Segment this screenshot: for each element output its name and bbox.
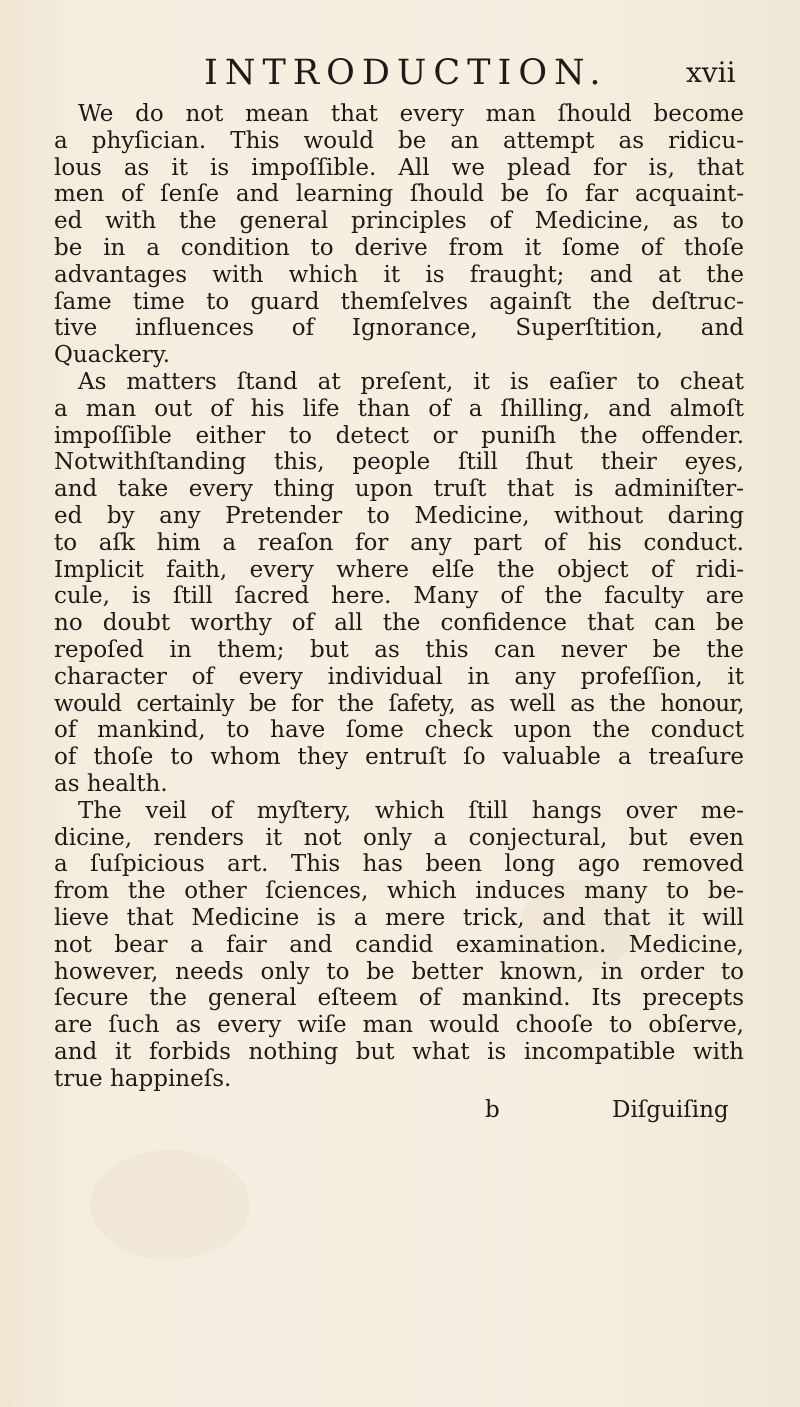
text-line: true happineſs. <box>54 1065 232 1092</box>
text-line: dicine, renders it not only a conjectural, but even <box>54 824 744 851</box>
text-line: ſame time to guard themſelves againſt the deſtruc- <box>54 288 744 315</box>
text-line: lieve that Medicine is a mere trick, and that it will <box>54 904 744 931</box>
text-line: a man out of his life than of a ſhilling, and almoſt <box>54 395 744 422</box>
text-line: a phyſician. This would be an attempt as ridicu- <box>54 127 744 154</box>
text-line: impoſſible either to detect or puniſh the offender. <box>54 422 744 449</box>
text-line: and it forbids nothing but what is incompatible with <box>54 1038 744 1065</box>
page-header <box>0 48 800 98</box>
text-line: lous as it is impoſſible. All we plead for is, that <box>54 154 744 181</box>
text-line: of mankind, to have ſome check upon the conduct <box>54 717 744 744</box>
paper-stain <box>90 1150 250 1260</box>
text-line: of thoſe to whom they entruſt ſo valuable a treaſure <box>54 744 744 771</box>
text-line: are ſuch as every wiſe man would chooſe to obſerve, <box>54 1012 744 1039</box>
page-footer <box>0 1094 800 1126</box>
running-title: INTRODUCTION. <box>204 53 608 93</box>
text-line: Quackery. <box>54 342 171 369</box>
text-line: tive influences of Ignorance, Superſtition, and <box>54 315 744 342</box>
text-line: from the other ſciences, which induces many to be- <box>54 878 744 905</box>
text-line: a ſuſpicious art. This has been long ago removed <box>54 851 744 878</box>
body-text <box>54 101 744 1092</box>
signature-mark: b <box>485 1097 500 1123</box>
text-line: as health. <box>54 770 168 797</box>
text-line: no doubt worthy of all the confidence that can be <box>54 610 744 637</box>
text-line: Notwithſtanding this, people ſtill ſhut their eyes, <box>54 449 744 476</box>
text-line: character of every individual in any profeſſion, it <box>54 663 744 690</box>
text-line: ed by any Pretender to Medicine, without daring <box>54 502 744 529</box>
text-line: however, needs only to be better known, in order to <box>54 958 744 985</box>
text-line: men of ſenſe and learning ſhould be ſo far acquaint- <box>54 181 744 208</box>
text-line: not bear a fair and candid examination. Medicine, <box>54 931 744 958</box>
text-line: be in a condition to derive from it ſome of thoſe <box>54 234 744 261</box>
text-line: would certainly be for the ſafety, as well as the honour, <box>54 690 744 717</box>
text-line: repoſed in them; but as this can never be the <box>54 636 744 663</box>
text-line: We do not mean that every man ſhould become <box>78 101 744 127</box>
text-line: Implicit faith, every where elſe the object of ridi- <box>54 556 744 583</box>
text-line: cule, is ſtill ſacred here. Many of the faculty are <box>54 583 744 610</box>
text-line: ſecure the general eſteem of mankind. Its precepts <box>54 985 744 1012</box>
text-line: The veil of myſtery, which ſtill hangs over me- <box>78 797 744 824</box>
text-line: ed with the general principles of Medicine, as to <box>54 208 744 235</box>
text-line: to aſk him a reaſon for any part of his conduct. <box>54 529 744 556</box>
text-line: and take every thing upon truſt that is adminiſter- <box>54 476 744 503</box>
text-line: As matters ſtand at preſent, it is eaſier to cheat <box>78 368 744 395</box>
page-number: xvii <box>686 56 736 89</box>
text-line: advantages with which it is fraught; and at the <box>54 261 744 288</box>
catchword: Diſguiſing <box>612 1097 729 1123</box>
